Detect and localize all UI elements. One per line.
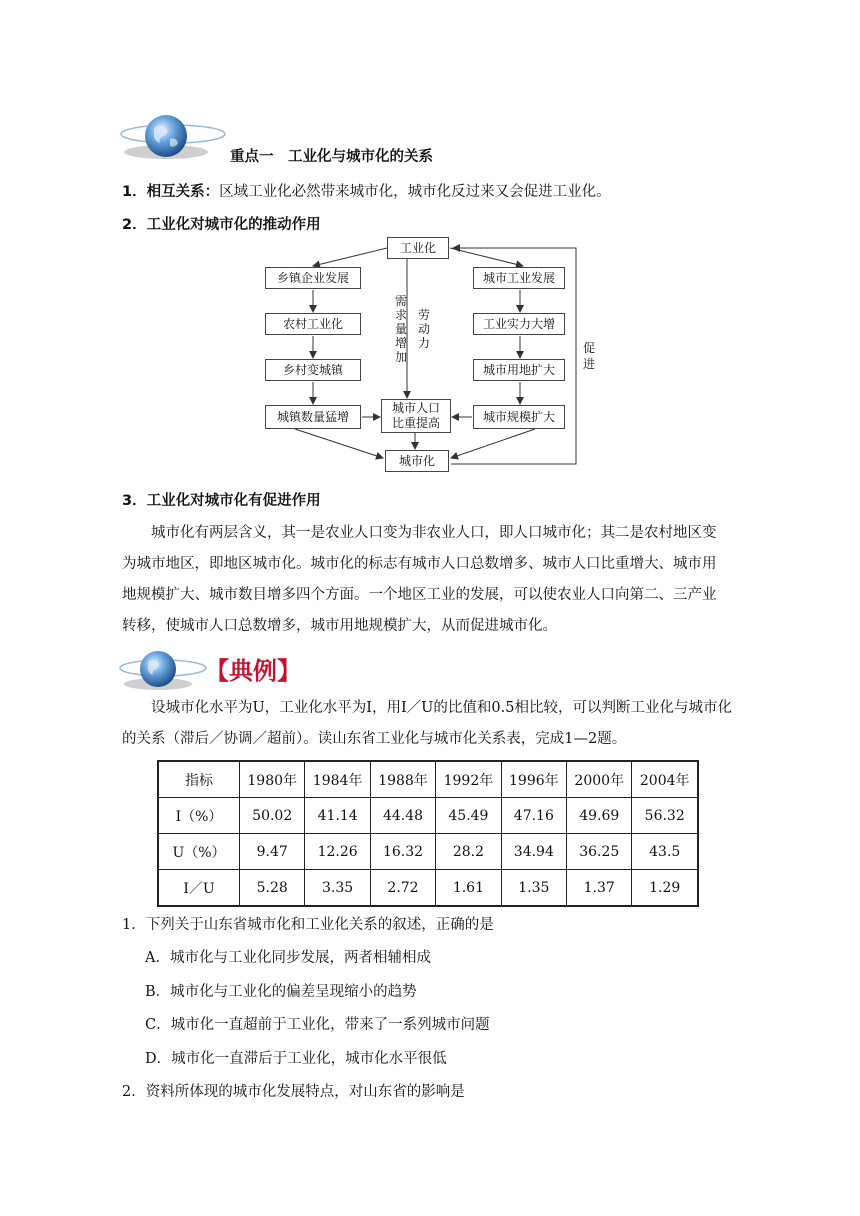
table-cell: U（%） [158, 834, 240, 870]
table-cell: 16.32 [370, 834, 435, 870]
table-row [158, 870, 698, 907]
table-header: 2004年 [632, 761, 698, 798]
q1-option-c: C．城市化一直超前于工业化，带来了一系列城市问题 [145, 1017, 490, 1033]
box-urban-ratio: 城市人口比重提高 [381, 399, 451, 433]
table-row [158, 834, 698, 870]
table-header: 1980年 [240, 761, 305, 798]
globe-icon [118, 648, 208, 693]
item1 [122, 180, 611, 201]
question-1: 1．下列关于山东省城市化和工业化关系的叙述，正确的是 [122, 917, 494, 933]
box-urbanization: 城市化 [385, 450, 449, 472]
box-right-3: 城市用地扩大 [473, 359, 565, 381]
item3-label: 3．工业化对城市化有促进作用 [122, 493, 321, 509]
data-table [157, 760, 699, 907]
table-cell: 28.2 [436, 834, 501, 870]
table-cell: I（%） [158, 798, 240, 834]
flow-diagram [255, 236, 625, 474]
item1-label: 1．相互关系： [122, 184, 220, 200]
q1-option-a: A．城市化与工业化同步发展，两者相辅相成 [145, 950, 431, 966]
table-cell: 47.16 [501, 798, 566, 834]
table-cell: 1.35 [501, 870, 566, 907]
table-cell: 41.14 [305, 798, 370, 834]
table-cell: 50.02 [240, 798, 305, 834]
box-left-4: 城镇数量猛增 [265, 405, 361, 429]
table-row [158, 798, 698, 834]
table-header-row [158, 761, 698, 798]
item2-label: 2．工业化对城市化的推动作用 [122, 217, 321, 233]
label-promote: 促进 [583, 341, 596, 371]
table-header: 1988年 [370, 761, 435, 798]
item1-text: 区域工业化必然带来城市化，城市化反过来又会促进工业化。 [219, 184, 611, 200]
box-left-1: 乡镇企业发展 [265, 267, 361, 289]
table-cell: 5.28 [240, 870, 305, 907]
globe-icon [118, 112, 228, 162]
example-title: 【典例】 [205, 657, 301, 685]
table-cell: 44.48 [370, 798, 435, 834]
table-cell: 1.37 [567, 870, 632, 907]
table-cell: I／U [158, 870, 240, 907]
table-header: 1984年 [305, 761, 370, 798]
box-right-1: 城市工业发展 [473, 267, 565, 289]
table-cell: 12.26 [305, 834, 370, 870]
table-cell: 9.47 [240, 834, 305, 870]
box-left-3: 乡村变城镇 [265, 359, 361, 381]
table-cell: 1.61 [436, 870, 501, 907]
table-cell: 43.5 [632, 834, 698, 870]
table-cell: 1.29 [632, 870, 698, 907]
label-demand: 需求量增加 [395, 294, 408, 364]
box-left-2: 农村工业化 [265, 313, 361, 335]
table-header: 2000年 [567, 761, 632, 798]
label-labor: 劳动力 [418, 308, 431, 350]
table-cell: 36.25 [567, 834, 632, 870]
table-cell: 3.35 [305, 870, 370, 907]
table-header: 1992年 [436, 761, 501, 798]
table-cell: 34.94 [501, 834, 566, 870]
table-cell: 56.32 [632, 798, 698, 834]
table-header: 指标 [158, 761, 240, 798]
table-cell: 45.49 [436, 798, 501, 834]
example-intro: 设城市化水平为U，工业化水平为I，用I／U的比值和0.5相比较，可以判断工业化与城市化的关系（滞后／协调／超前）。读山东省工业化与城市化关系表，完成1—2题。 [122, 700, 732, 747]
q1-option-d: D．城市化一直滞后于工业化，城市化水平很低 [145, 1051, 447, 1067]
table-cell: 49.69 [567, 798, 632, 834]
table-cell: 2.72 [370, 870, 435, 907]
question-2: 2．资料所体现的城市化发展特点，对山东省的影响是 [122, 1084, 465, 1100]
section-paragraph: 城市化有两层含义，其一是农业人口变为非农业人口，即人口城市化；其二是农村地区变为城市地区，即地区城市化。城市化的标志有城市人口总数增多、城市人口比重增大、城市用地规模扩大、城市数目增多四个方面。一个地区工业的发展，可以使农业人口向第二、三产业转移，使城市人口总数增多，城市用地规模扩大，从而促进城市化。 [122, 525, 717, 634]
q1-option-b: B．城市化与工业化的偏差呈现缩小的趋势 [145, 984, 417, 1000]
box-right-2: 工业实力大增 [473, 313, 565, 335]
table-header: 1996年 [501, 761, 566, 798]
section-heading: 重点一 工业化与城市化的关系 [230, 149, 433, 165]
box-right-4: 城市规模扩大 [473, 405, 565, 429]
box-industrialization: 工业化 [387, 237, 449, 259]
